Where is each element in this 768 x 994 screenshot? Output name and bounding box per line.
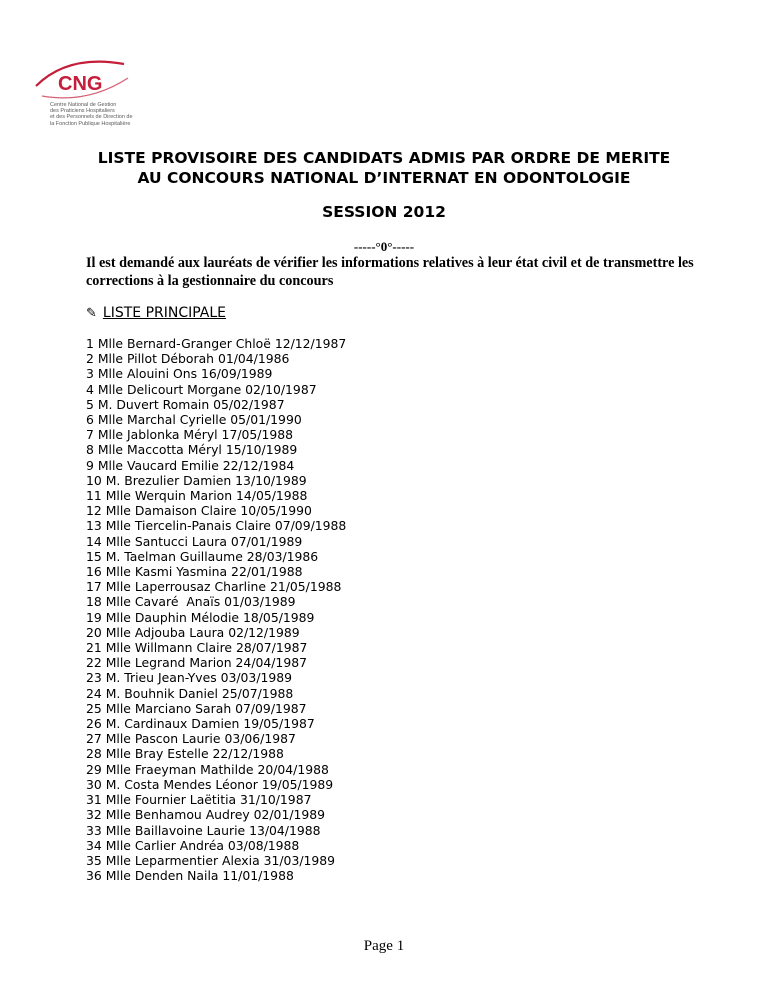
- logo-text: CNG: [58, 73, 103, 95]
- candidate-list: [86, 336, 346, 883]
- candidate-entry: 13 Mlle Tiercelin-Panais Claire 07/09/1988: [86, 518, 347, 534]
- candidate-entry: 15 M. Taelman Guillaume 28/03/1986: [86, 548, 319, 564]
- notice-text: Il est demandé aux lauréats de vérifier les informations relatives à leur état civil et de transmettre les corrections à la gestionnaire du concours: [86, 255, 694, 289]
- separator: -----°0°-----: [353, 239, 415, 254]
- candidate-entry: 34 Mlle Carlier Andréa 03/08/1988: [86, 837, 300, 853]
- candidate-entry: 21 Mlle Willmann Claire 28/07/1987: [86, 640, 308, 656]
- candidate-entry: 19 Mlle Dauphin Mélodie 18/05/1989: [86, 609, 315, 625]
- candidate-entry: 30 M. Costa Mendes Léonor 19/05/1989: [86, 776, 334, 792]
- candidate-entry: 31 Mlle Fournier Laëtitia 31/10/1987: [86, 792, 312, 808]
- candidate-entry: 2 Mlle Pillot Déborah 01/04/1986: [86, 351, 290, 367]
- document-title-line-2: AU CONCOURS NATIONAL D’INTERNAT EN ODONTOLOGIE: [137, 169, 631, 187]
- candidate-entry: 16 Mlle Kasmi Yasmina 22/01/1988: [86, 564, 303, 580]
- candidate-entry: 6 Mlle Marchal Cyrielle 05/01/1990: [86, 412, 302, 428]
- list-heading-label: LISTE PRINCIPALE: [102, 305, 227, 321]
- candidate-entry: 28 Mlle Bray Estelle 22/12/1988: [86, 746, 284, 762]
- candidate-entry: 3 Mlle Alouini Ons 16/09/1989: [86, 366, 273, 382]
- candidate-entry: 5 M. Duvert Romain 05/02/1987: [86, 396, 285, 412]
- candidate-entry: 11 Mlle Werquin Marion 14/05/1988: [86, 488, 308, 504]
- candidate-entry: 9 Mlle Vaucard Emilie 22/12/1984: [86, 457, 295, 473]
- candidate-entry: 14 Mlle Santucci Laura 07/01/1989: [86, 533, 303, 549]
- pencil-icon: ✎: [86, 305, 97, 321]
- document-title-line-1: LISTE PROVISOIRE DES CANDIDATS ADMIS PAR ORDRE DE MERITE: [97, 149, 671, 167]
- candidate-entry: 23 M. Trieu Jean-Yves 03/03/1989: [86, 670, 293, 686]
- candidate-entry: 12 Mlle Damaison Claire 10/05/1990: [86, 503, 312, 519]
- candidate-entry: 1 Mlle Bernard-Granger Chloë 12/12/1987: [86, 336, 347, 351]
- cng-logo: [28, 56, 168, 136]
- candidate-entry: 7 Mlle Jablonka Méryl 17/05/1988: [86, 427, 293, 443]
- candidate-entry: 36 Mlle Denden Naila 11/01/1988: [86, 868, 294, 884]
- candidate-entry: 18 Mlle Cavaré Anaïs 01/03/1989: [86, 594, 296, 610]
- session-heading: SESSION 2012: [322, 203, 446, 221]
- logo-caption: [50, 102, 190, 127]
- candidate-entry: 24 M. Bouhnik Daniel 25/07/1988: [86, 685, 294, 701]
- candidate-entry: 26 M. Cardinaux Damien 19/05/1987: [86, 716, 315, 732]
- logo-caption-line: Centre National de Gestion: [50, 102, 117, 108]
- cng-logo-mark: [28, 56, 148, 106]
- candidate-entry: 32 Mlle Benhamou Audrey 02/01/1989: [86, 807, 326, 823]
- logo-caption-line: la Fonction Publique Hospitalière: [50, 120, 131, 127]
- candidate-entry: 22 Mlle Legrand Marion 24/04/1987: [86, 655, 307, 671]
- list-heading: [86, 305, 226, 321]
- candidate-entry: 10 M. Brezulier Damien 13/10/1989: [86, 472, 307, 488]
- candidate-entry: 4 Mlle Delicourt Morgane 02/10/1987: [86, 381, 317, 397]
- candidate-entry: 27 Mlle Pascon Laurie 03/06/1987: [86, 731, 296, 747]
- candidate-entry: 35 Mlle Leparmentier Alexia 31/03/1989: [86, 852, 336, 868]
- candidate-entry: 33 Mlle Baillavoine Laurie 13/04/1988: [86, 822, 321, 838]
- logo-caption-line: des Praticiens Hospitaliers: [50, 108, 115, 115]
- candidate-entry: 20 Mlle Adjouba Laura 02/12/1989: [86, 624, 300, 640]
- candidate-entry: 25 Mlle Marciano Sarah 07/09/1987: [86, 700, 307, 716]
- candidate-entry: 8 Mlle Maccotta Méryl 15/10/1989: [86, 442, 298, 458]
- logo-caption-line: et des Personnels de Direction de: [50, 114, 133, 121]
- candidate-entry: 17 Mlle Laperrousaz Charline 21/05/1988: [86, 579, 342, 595]
- candidate-entry: 29 Mlle Fraeyman Mathilde 20/04/1988: [86, 761, 329, 777]
- page-number: Page 1: [363, 938, 405, 954]
